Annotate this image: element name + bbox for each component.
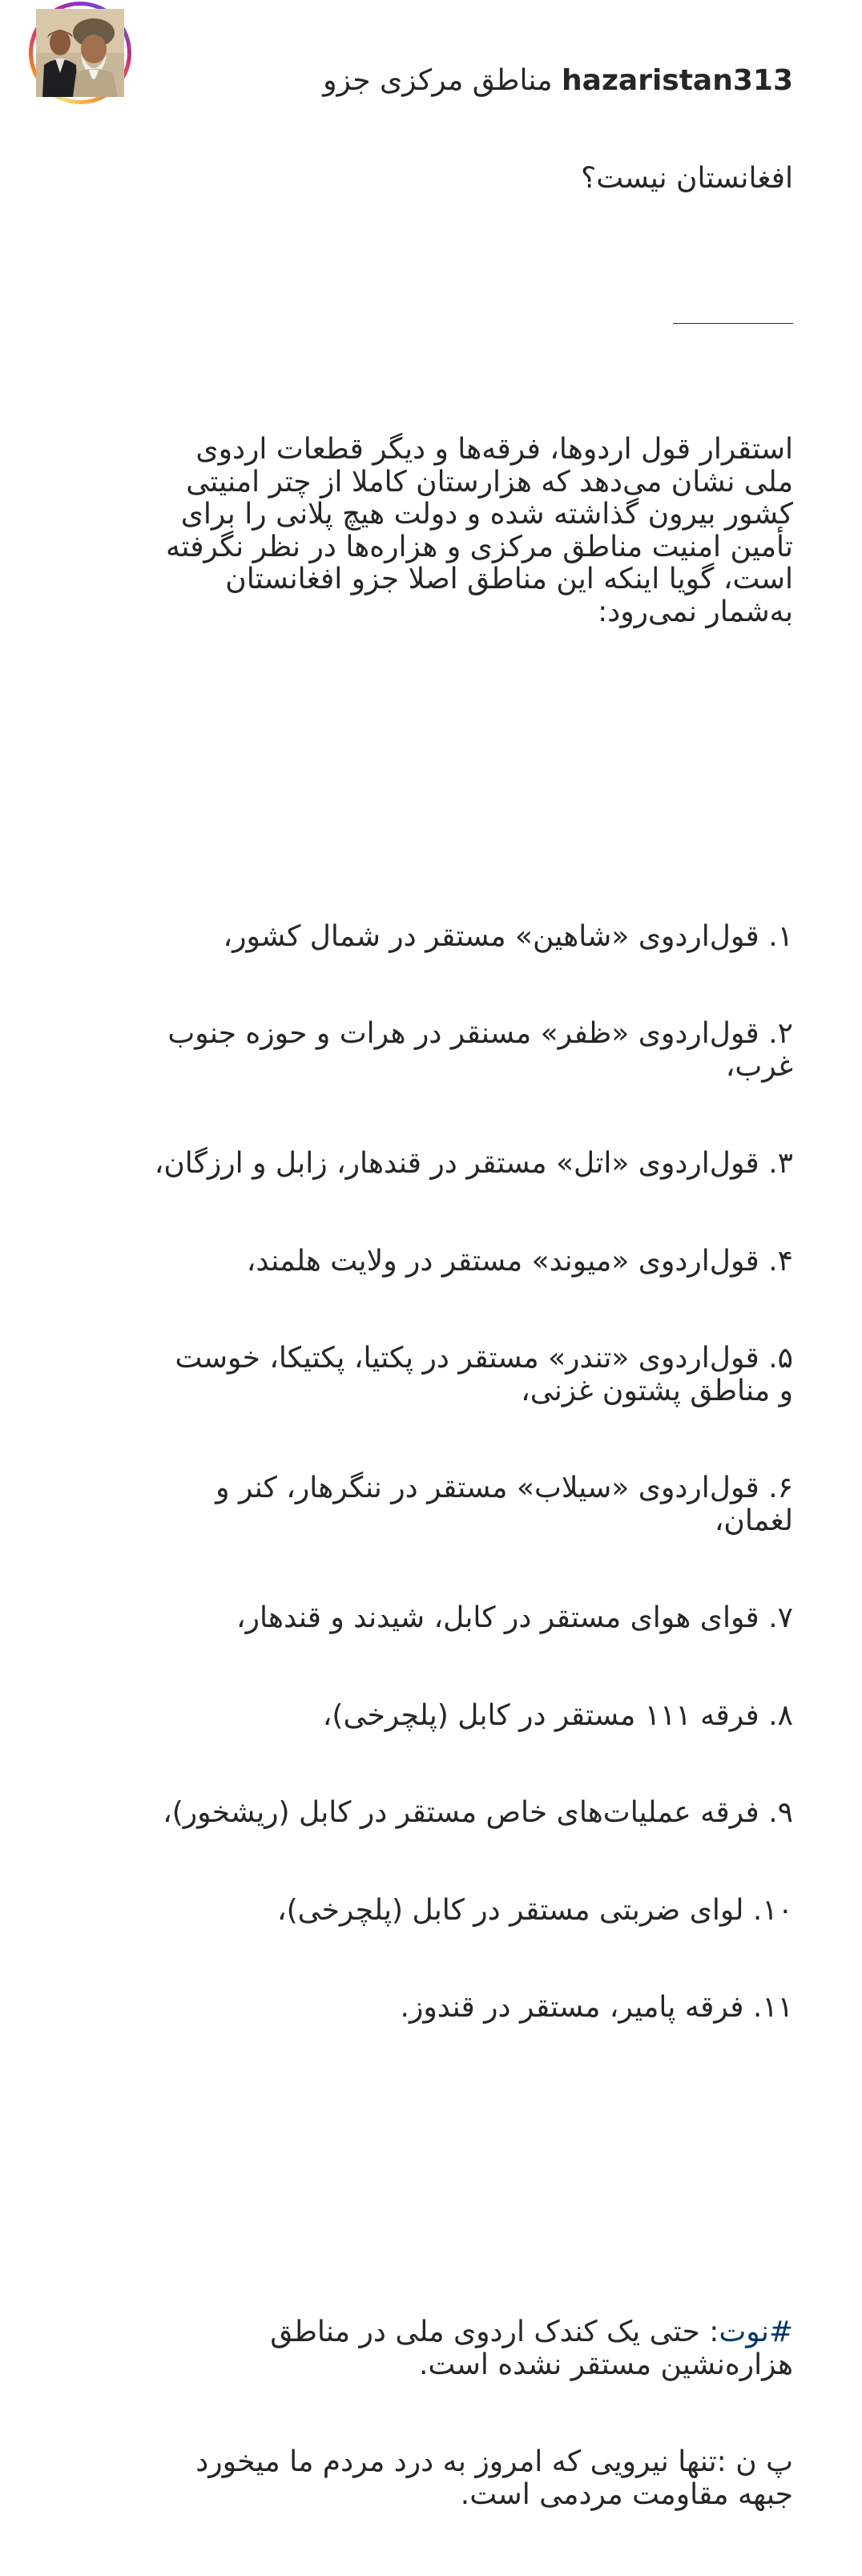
hashtag-link[interactable]: #نوت xyxy=(719,2316,793,2348)
separator-line xyxy=(673,323,793,324)
list-item: ۱۰. لوای ضربتی مستقر در کابل (پلچرخی)، xyxy=(277,1893,793,1927)
list-item: ۱. قول‌اردوی «شاهین» مستقر در شمال کشور، xyxy=(223,919,793,953)
note-paragraph xyxy=(152,2316,793,2381)
list-item: ۴. قول‌اردوی «میوند» مستقر در ولایت هلمند، xyxy=(246,1244,793,1278)
unit-list xyxy=(152,856,793,2089)
list-item: ۱۱. فرقه پامیر، مستقر در قندوز. xyxy=(400,1991,793,2024)
ps-paragraph: پ ن :تنها نیرویی که امروز به درد مردم ما میخورد جبهه مقاومت مردمی است. xyxy=(186,2445,793,2511)
story-ring[interactable] xyxy=(29,2,131,104)
list-item: ۳. قول‌اردوی «اتل» مستقر در قندهار، زابل و ارزگان، xyxy=(154,1147,793,1180)
title-line-2: افغانستان نیست؟ xyxy=(581,161,793,195)
caption-header xyxy=(152,65,793,98)
note-text: : حتی یک کندک اردوی ملی در مناطق هزاره‌نشین مستقر نشده است. xyxy=(260,2316,793,2381)
username-link[interactable]: hazaristan313 xyxy=(562,64,793,97)
list-item: ۲. قول‌اردوی «ظفر» مسنقر در هرات و حوزه جنوب غرب، xyxy=(158,1017,793,1083)
caption xyxy=(152,0,793,2576)
list-item: ۷. قوای هوای مستقر در کابل، شیدند و قندهار، xyxy=(236,1601,793,1634)
avatar[interactable] xyxy=(36,9,124,97)
list-item: ۹. فرقه عملیات‌های خاص مستقر در کابل (ریشخور)، xyxy=(163,1796,793,1829)
list-item: ۸. فرقه ۱۱۱ مستقر در کابل (پلچرخی)، xyxy=(322,1698,793,1732)
list-item: ۶. قول‌اردوی «سیلاب» مستقر در ننگرهار، کنر و لغمان، xyxy=(206,1472,793,1537)
title-line-1: مناطق مرکزی جزو xyxy=(323,64,553,97)
profile-photo-icon xyxy=(36,9,124,97)
intro-paragraph: استقرار قول اردوها، فرقه‌ها و دیگر قطعات اردوی ملی نشان می‌دهد که هزارستان کاملا از چتر امنیتی کشور بیرون گذاشته شده و دولت هیچ پلانی را برای تأمین امنیت مناطق مرکزی و هزاره‌ها در نظر نگرفته است، گویا اینکه این مناطق اصلا جزو افغانستان به‌شمار نمی‌رود: xyxy=(156,433,793,628)
list-item: ۵. قول‌اردوی «تندر» مستقر در پکتیا، پکتیکا، خوست و مناطق پشتون غزنی، xyxy=(166,1342,793,1407)
